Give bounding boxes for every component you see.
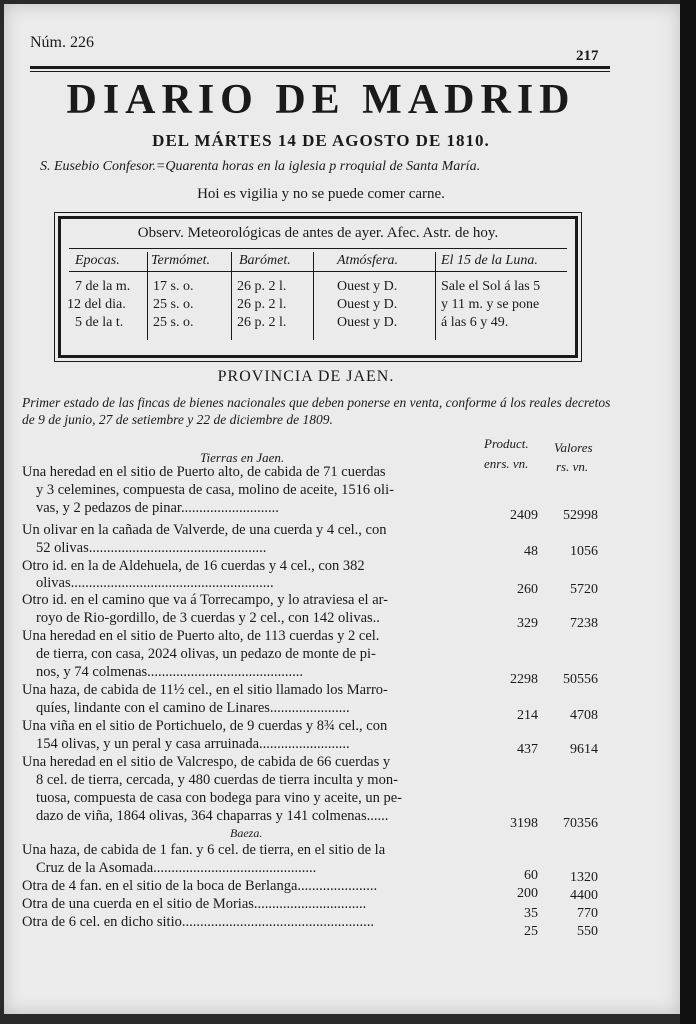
vigil-note: Hoi es vigilia y no se puede comer carne. (197, 186, 445, 202)
product-value: 25 (524, 924, 538, 939)
product-value: 35 (524, 906, 538, 921)
col-atmosfera: Atmósfera. (337, 253, 399, 268)
product-value: 214 (517, 708, 538, 723)
atmo-cell: Ouest y D. (337, 279, 398, 294)
entry-line: Una viña en el sitio de Portichuelo, de 9 cuerdas y 8¾ cel., con (22, 718, 388, 734)
col-product-unit: enrs. vn. (484, 456, 529, 471)
section-baeza: Baeza. (230, 826, 263, 840)
product-value: 48 (524, 544, 538, 559)
total-value: 50556 (563, 672, 598, 687)
entry-line: Un olivar en la cañada de Valverde, de una cuerda y 4 cel., con (22, 522, 387, 538)
total-value: 1320 (570, 870, 598, 885)
entry-line: 8 cel. de tierra, cercada, y 480 cuerdas de tierra inculta y mon- (36, 772, 398, 788)
term-cell: 25 s. o. (153, 315, 194, 330)
total-value: 7238 (570, 616, 598, 631)
term-cell: 17 s. o. (153, 279, 194, 294)
weather-rule (69, 271, 567, 272)
entry-line: Otro id. en el camino que va á Torrecampo, y lo atraviesa el ar- (22, 592, 389, 608)
product-value: 329 (517, 616, 538, 631)
entry-line: Una heredad en el sitio de Valcrespo, de cabida de 66 cuerdas y (22, 754, 391, 770)
entry-line: Otra de una cuerda en el sitio de Morias............................... (22, 896, 367, 912)
total-value: 70356 (563, 816, 598, 831)
baro-cell: 26 p. 2 l. (237, 279, 287, 294)
dateline: DEL MÁRTES 14 DE AGOSTO DE 1810. (152, 131, 490, 150)
weather-divider (313, 252, 314, 340)
total-value: 4708 (570, 708, 598, 723)
luna-line: Sale el Sol á las 5 (441, 279, 541, 294)
product-value: 200 (517, 886, 538, 901)
entry-line: tuosa, compuesta de casa con bodega para vino y aceite, un pe- (36, 790, 402, 806)
product-value: 3198 (510, 816, 538, 831)
product-value: 260 (517, 582, 538, 597)
product-value: 2409 (510, 508, 538, 523)
entry-line: Otra de 6 cel. en dicho sitio..................................................... (22, 914, 374, 930)
luna-line: á las 6 y 49. (441, 315, 509, 330)
entry-line: vas, y 2 pedazos de pinar........................... (36, 500, 279, 516)
col-termometro: Termómet. (151, 253, 210, 268)
entry-line: de tierra, con casa, 2024 olivas, un pedazo de monte de pi- (36, 646, 376, 662)
weather-divider (435, 252, 436, 340)
col-value-header: Valores (554, 440, 593, 455)
epoca-cell: 12 del dia. (67, 297, 126, 312)
newspaper-page (4, 4, 680, 1014)
product-value: 2298 (510, 672, 538, 687)
total-value: 9614 (570, 742, 598, 757)
entry-line: Otra de 4 fan. en el sitio de la boca de Berlanga...................... (22, 878, 378, 894)
entry-line: royo de Rio-gordillo, de 3 cuerdas y 2 cel., con 142 olivas.. (36, 610, 380, 626)
col-luna: El 15 de la Luna. (441, 253, 538, 268)
baro-cell: 26 p. 2 l. (237, 297, 287, 312)
weather-rule (69, 248, 567, 249)
entry-line: Una haza, de cabida de 11½ cel., en el sitio llamado los Marro- (22, 682, 388, 698)
entry-line: Otro id. en la de Aldehuela, de 16 cuerdas y 4 cel., con 382 (22, 558, 365, 574)
weather-divider (231, 252, 232, 340)
weather-title: Observ. Meteorológicas de antes de ayer. Afec. Astr. de hoy. (137, 225, 499, 241)
section-jaen: Tierras en Jaen. (200, 450, 285, 465)
entry-line: dazo de viña, 1864 olivas, 364 chaparras y 141 colmenas...... (36, 808, 389, 824)
total-value: 770 (577, 906, 598, 921)
col-epocas: Epocas. (75, 253, 120, 268)
page-number: 217 (576, 48, 599, 64)
atmo-cell: Ouest y D. (337, 297, 398, 312)
entry-line: olivas........................................................ (36, 575, 274, 591)
top-rule (30, 66, 610, 69)
masthead-title: DIARIO DE MADRID (66, 77, 576, 123)
saint-of-day: S. Eusebio Confesor.=Quarenta horas en la iglesia p rroquial de Santa María. (40, 159, 481, 174)
total-value: 4400 (570, 888, 598, 903)
total-value: 1056 (570, 544, 598, 559)
issue-number: Núm. 226 (30, 34, 94, 51)
entry-line: nos, y 74 colmenas........................................... (36, 664, 304, 680)
entry-line: y 3 celemines, compuesta de casa, molino de aceite, 1516 oli- (36, 482, 394, 498)
entry-line: 154 olivas, y un peral y casa arruinada......................... (36, 736, 350, 752)
total-value: 52998 (563, 508, 598, 523)
baro-cell: 26 p. 2 l. (237, 315, 287, 330)
entry-line: 52 olivas................................................. (36, 540, 267, 556)
col-value-unit: rs. vn. (556, 459, 589, 474)
luna-line: y 11 m. y se pone (441, 297, 540, 312)
province-intro: Primer estado de las fincas de bienes nacionales que deben ponerse en venta, conforme á los reales decretos de 9 de junio, 27 de setiembre y 22 de diciembre de 1809. (22, 395, 611, 427)
entry-line: Una heredad en el sitio de Puerto alto, de 113 cuerdas y 2 cel. (22, 628, 380, 644)
product-value: 60 (524, 868, 538, 883)
atmo-cell: Ouest y D. (337, 315, 398, 330)
entry-line: quíes, lindante con el camino de Linares...................... (36, 700, 350, 716)
entry-line: Una heredad en el sitio de Puerto alto, de cabida de 71 cuerdas (22, 464, 386, 480)
page-edge-shadow (680, 0, 696, 1024)
weather-divider (147, 252, 148, 340)
product-value: 437 (517, 742, 538, 757)
entry-line: Una haza, de cabida de 1 fan. y 6 cel. de tierra, en el sitio de la (22, 842, 386, 858)
total-value: 5720 (570, 582, 598, 597)
col-product-header: Product. (484, 436, 529, 451)
weather-box (58, 216, 578, 358)
col-barometro: Barómet. (239, 253, 291, 268)
total-value: 550 (577, 924, 598, 939)
top-rule-thin (30, 71, 610, 72)
epoca-cell: 7 de la m. (75, 279, 131, 294)
province-heading: PROVINCIA DE JAEN. (217, 368, 395, 385)
epoca-cell: 5 de la t. (75, 315, 124, 330)
entry-line: Cruz de la Asomada............................................. (36, 860, 317, 876)
term-cell: 25 s. o. (153, 297, 194, 312)
